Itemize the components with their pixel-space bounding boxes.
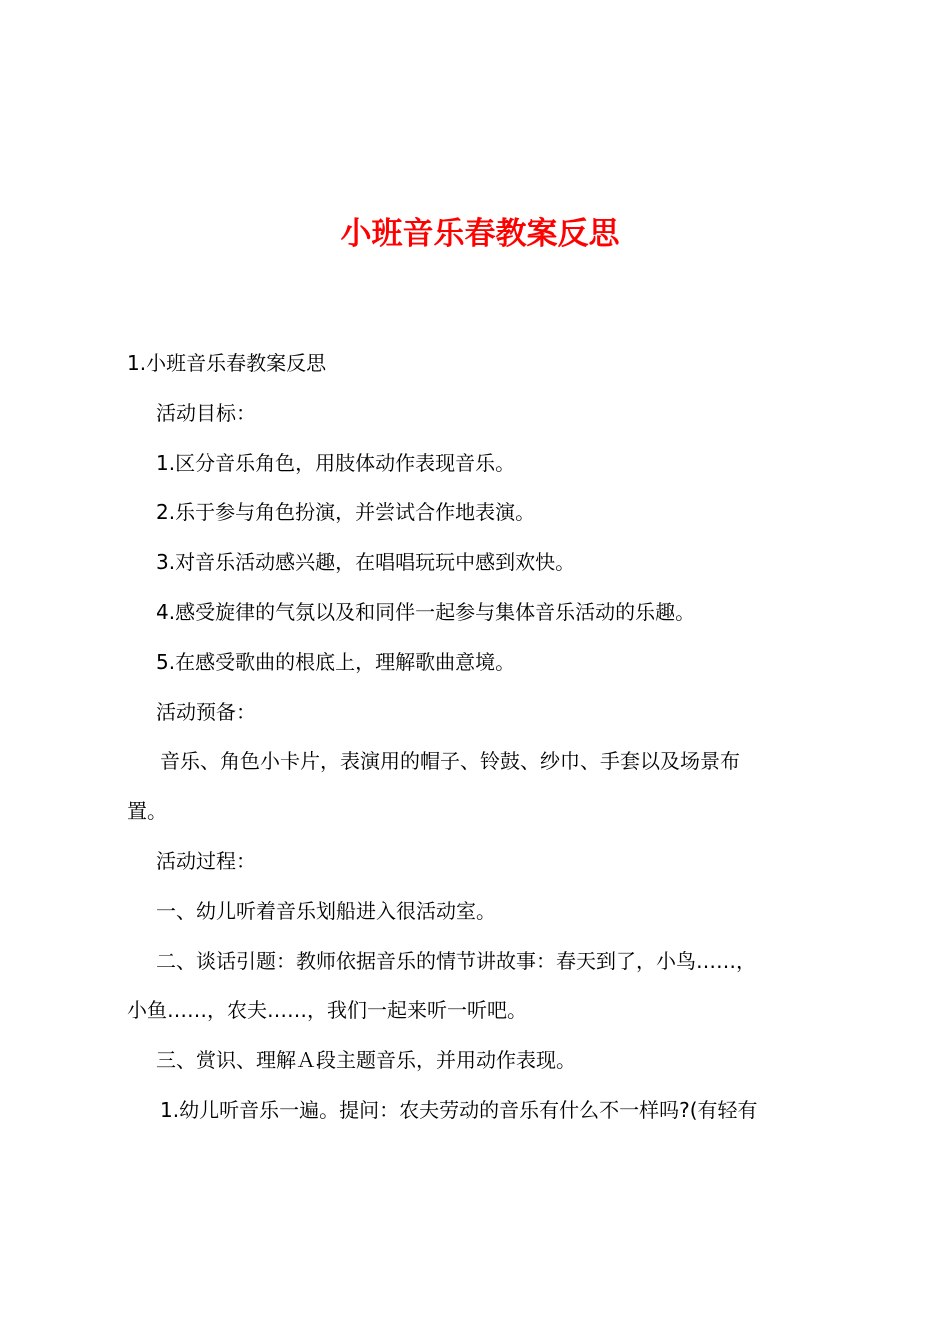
paragraph: 1.幼儿听音乐一遍。提问：农夫劳动的音乐有什么不一样吗?(有轻有 [160,1097,758,1122]
paragraph: 5.在感受歌曲的根底上，理解歌曲意境。 [156,649,516,674]
document-body [127,339,837,1136]
paragraph: 活动过程： [156,848,256,873]
paragraph: 活动预备： [156,699,256,724]
section-heading: 1.小班音乐春教案反思 [127,351,327,375]
paragraph: 2.乐于参与角色扮演，并尝试合作地表演。 [156,500,536,525]
paragraph-continuation: 置。 [127,799,167,824]
paragraph: 3.对音乐活动感兴趣，在唱唱玩玩中感到欢快。 [156,550,576,575]
paragraph: 活动目标： [156,400,256,425]
paragraph: 4.感受旋律的气氛以及和同伴一起参与集体音乐活动的乐趣。 [156,599,696,624]
paragraph: 音乐、角色小卡片，表演用的帽子、铃鼓、纱巾、手套以及场景布 [160,749,740,774]
document-title: 小班音乐春教案反思 [340,216,620,252]
paragraph: 一、幼儿听着音乐划船进入很活动室。 [156,898,496,923]
paragraph: 三、赏识、理解Ａ段主题音乐，并用动作表现。 [156,1048,576,1073]
paragraph: 1.区分音乐角色，用肢体动作表现音乐。 [156,450,516,475]
paragraph-continuation: 小鱼……，农夫……，我们一起来听一听吧。 [127,998,527,1023]
paragraph: 二、谈话引题：教师依据音乐的情节讲故事：春天到了，小鸟……， [156,948,756,973]
